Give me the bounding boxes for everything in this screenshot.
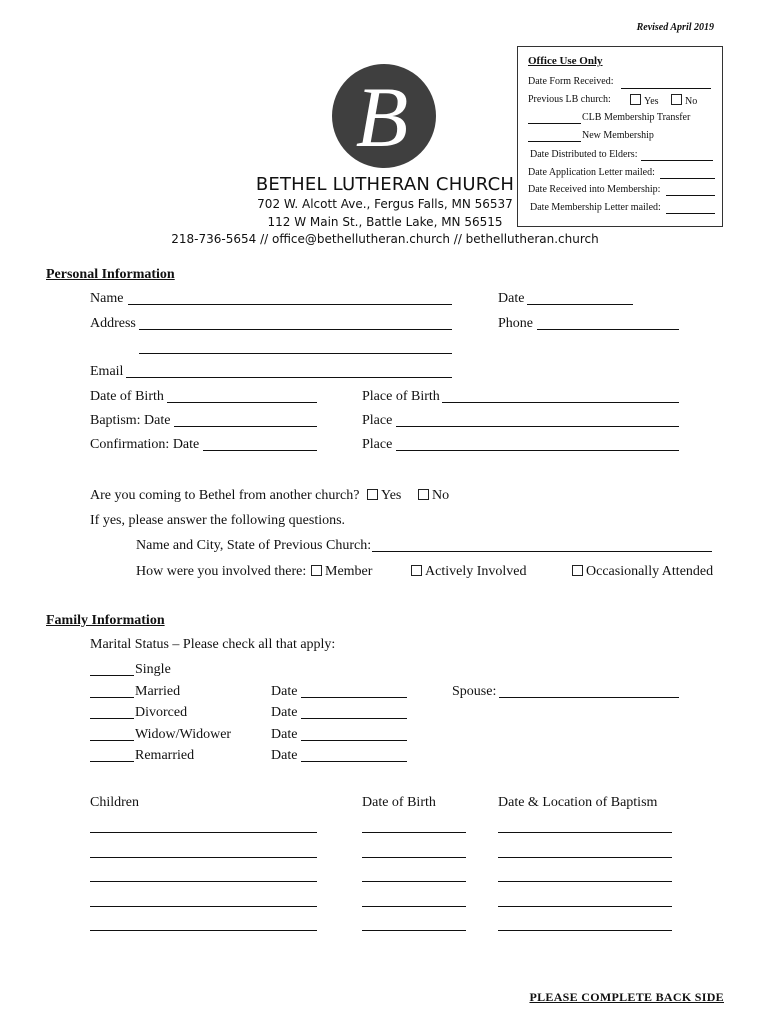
married-label: Married: [135, 684, 181, 699]
child-name-field[interactable]: [90, 881, 317, 882]
clb-transfer-label: CLB Membership Transfer: [582, 112, 691, 123]
involvement-actively[interactable]: Actively Involved: [411, 564, 526, 580]
baptism-place-label: Place: [362, 413, 393, 428]
child-dob-field[interactable]: [362, 930, 466, 931]
email-field[interactable]: [126, 377, 452, 378]
remarried-check-line[interactable]: [90, 761, 134, 762]
another-church-yes[interactable]: Yes: [367, 488, 401, 504]
new-membership-line[interactable]: [528, 141, 581, 142]
baptism-date-field[interactable]: [174, 426, 317, 427]
phone-field[interactable]: [537, 329, 679, 330]
marital-status-label: Marital Status – Please check all that apply:: [90, 637, 336, 652]
widow-date-label: Date: [271, 727, 298, 742]
church-contact: 218-736-5654 // office@bethellutheran.church // bethellutheran.church: [171, 232, 599, 246]
date-received-membership-label: Date Received into Membership:: [528, 184, 661, 195]
office-no-option[interactable]: No: [671, 94, 697, 107]
married-date-label: Date: [271, 684, 298, 699]
child-baptism-field[interactable]: [498, 906, 672, 907]
confirmation-place-field[interactable]: [396, 450, 679, 451]
married-check-line[interactable]: [90, 697, 134, 698]
date-distributed-label: Date Distributed to Elders:: [530, 149, 638, 160]
office-use-title: Office Use Only: [528, 55, 603, 67]
involvement-label: How were you involved there:: [136, 564, 307, 579]
another-church-question: Are you coming to Bethel from another church?: [90, 488, 360, 503]
remarried-date-label: Date: [271, 748, 298, 763]
widow-date-field[interactable]: [301, 740, 407, 741]
date-membership-letter-label: Date Membership Letter mailed:: [530, 202, 661, 213]
family-info-heading: Family Information: [46, 613, 165, 628]
checkbox-icon: [671, 94, 682, 105]
child-dob-header: Date of Birth: [362, 795, 436, 810]
child-baptism-field[interactable]: [498, 832, 672, 833]
confirmation-date-label: Confirmation: Date: [90, 437, 200, 452]
name-label: Name: [90, 291, 124, 306]
church-name: BETHEL LUTHERAN CHURCH: [255, 174, 515, 195]
widow-label: Widow/Widower: [135, 727, 232, 742]
baptism-place-field[interactable]: [396, 426, 679, 427]
divorced-date-field[interactable]: [301, 718, 407, 719]
clb-transfer-line[interactable]: [528, 123, 581, 124]
date-received-membership-line[interactable]: [666, 195, 715, 196]
church-address-2: 112 W Main St., Battle Lake, MN 56515: [267, 215, 503, 229]
checkbox-icon: [311, 565, 322, 576]
confirmation-date-field[interactable]: [203, 450, 317, 451]
children-header: Children: [90, 795, 139, 810]
date-distributed-line[interactable]: [641, 160, 713, 161]
if-yes-text: If yes, please answer the following questions.: [90, 513, 346, 528]
child-name-field[interactable]: [90, 832, 317, 833]
child-dob-field[interactable]: [362, 881, 466, 882]
date-field[interactable]: [527, 304, 633, 305]
svg-text:B: B: [355, 69, 409, 165]
date-application-letter-label: Date Application Letter mailed:: [528, 167, 655, 178]
place-of-birth-label: Place of Birth: [362, 389, 440, 404]
child-name-field[interactable]: [90, 857, 317, 858]
checkbox-icon: [630, 94, 641, 105]
spouse-label: Spouse:: [452, 684, 497, 699]
checkbox-icon: [411, 565, 422, 576]
date-label: Date: [498, 291, 525, 306]
another-church-no[interactable]: No: [418, 488, 449, 504]
dob-field[interactable]: [167, 402, 317, 403]
previous-church-label: Name and City, State of Previous Church:: [136, 538, 372, 553]
checkbox-icon: [367, 489, 378, 500]
checkbox-icon: [572, 565, 583, 576]
spouse-field[interactable]: [499, 697, 679, 698]
child-name-field[interactable]: [90, 906, 317, 907]
child-baptism-header: Date & Location of Baptism: [498, 795, 658, 810]
office-yes-option[interactable]: Yes: [630, 94, 659, 107]
church-address-1: 702 W. Alcott Ave., Fergus Falls, MN 56537: [257, 197, 513, 211]
divorced-date-label: Date: [271, 705, 298, 720]
child-name-field[interactable]: [90, 930, 317, 931]
revised-date: Revised April 2019: [636, 22, 714, 33]
involvement-occasionally[interactable]: Occasionally Attended: [572, 564, 713, 580]
checkbox-icon: [418, 489, 429, 500]
dob-label: Date of Birth: [90, 389, 164, 404]
church-logo: [332, 64, 436, 168]
previous-lb-church-label: Previous LB church:: [528, 94, 611, 105]
involvement-member[interactable]: Member: [311, 564, 372, 580]
single-check-line[interactable]: [90, 675, 134, 676]
date-form-received-line[interactable]: [621, 88, 711, 89]
address-field[interactable]: [139, 329, 452, 330]
new-membership-label: New Membership: [582, 130, 654, 141]
single-label: Single: [135, 662, 171, 677]
child-baptism-field[interactable]: [498, 930, 672, 931]
confirmation-place-label: Place: [362, 437, 393, 452]
place-of-birth-field[interactable]: [442, 402, 679, 403]
name-field[interactable]: [128, 304, 452, 305]
remarried-date-field[interactable]: [301, 761, 407, 762]
complete-back-side-note: PLEASE COMPLETE BACK SIDE: [529, 990, 724, 1004]
child-dob-field[interactable]: [362, 857, 466, 858]
logo-letter-b-icon: [332, 64, 436, 168]
child-dob-field[interactable]: [362, 832, 466, 833]
email-label: Email: [90, 364, 124, 379]
personal-info-heading: Personal Information: [46, 267, 175, 282]
child-dob-field[interactable]: [362, 906, 466, 907]
date-form-received-label: Date Form Received:: [528, 76, 614, 87]
date-membership-letter-line[interactable]: [666, 213, 715, 214]
baptism-date-label: Baptism: Date: [90, 413, 171, 428]
married-date-field[interactable]: [301, 697, 407, 698]
divorced-label: Divorced: [135, 705, 188, 720]
widow-check-line[interactable]: [90, 740, 134, 741]
address-line-2-field[interactable]: [139, 353, 452, 354]
phone-label: Phone: [498, 316, 533, 331]
child-baptism-field[interactable]: [498, 857, 672, 858]
divorced-check-line[interactable]: [90, 718, 134, 719]
address-label: Address: [90, 316, 136, 331]
child-baptism-field[interactable]: [498, 881, 672, 882]
remarried-label: Remarried: [135, 748, 195, 763]
previous-church-field[interactable]: [372, 551, 712, 552]
